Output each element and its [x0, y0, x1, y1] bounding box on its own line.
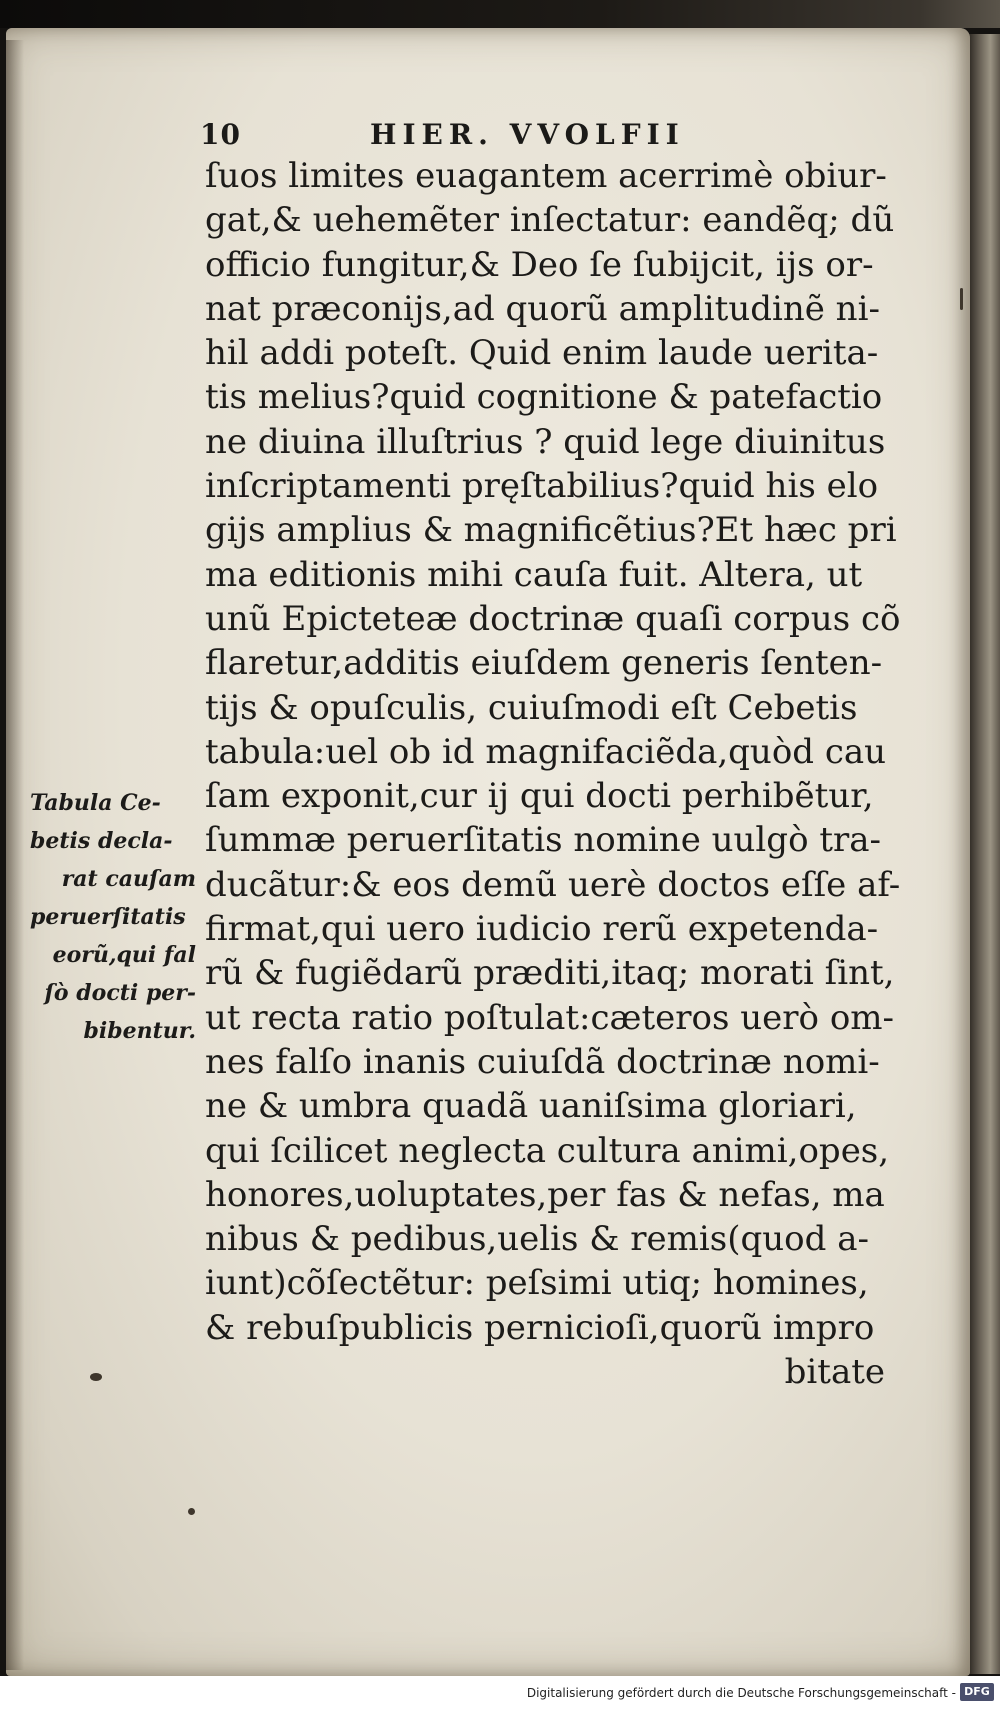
running-head — [200, 118, 770, 158]
catchword: bitate — [784, 1352, 885, 1393]
text-line: unũ Epicteteæ doctrinæ quaſi corpus cõ — [205, 598, 901, 639]
text-line: inſcriptamenti pręſtabilius?quid his elo — [205, 466, 879, 507]
text-line: ſummæ peruerſitatis nomine uulgò tra- — [205, 820, 882, 861]
text-line: tis melius?quid cognitione & patefactio — [205, 377, 883, 418]
running-title: HIER. VVOLFII — [370, 118, 685, 151]
marginal-note-line: bibentur. — [83, 1018, 196, 1044]
text-line: ut recta ratio poſtulat:cæteros uerò om- — [205, 997, 895, 1038]
text-line: iunt)cõſectẽtur: peſsimi utiq; homines, — [205, 1263, 869, 1304]
page-gutter-shadow — [6, 40, 24, 1670]
text-line: nibus & pedibus,uelis & remis(quod a- — [205, 1219, 869, 1260]
paper-speck — [960, 288, 963, 310]
marginal-note-line: ſò docti per- — [44, 980, 196, 1006]
text-line: firmat,qui uero iudicio rerũ expetenda- — [205, 909, 879, 950]
text-line: & rebuſpublicis pernicioſi,quorũ impro — [205, 1307, 875, 1348]
marginal-note-line: betis decla- — [30, 828, 173, 854]
text-line: rũ & fugiẽdarũ præditi,itaq; morati ſint, — [205, 953, 895, 994]
main-text-block — [205, 154, 901, 1394]
text-line: officio fungitur,& Deo ſe ſubijcit, ijs or- — [205, 244, 874, 285]
text-line: nat præconijs,ad quorũ amplitudinẽ ni- — [205, 288, 880, 329]
footer-bar — [0, 1676, 1000, 1713]
page-edge-right — [968, 34, 1000, 1674]
text-line: honores,uoluptates,per fas & nefas, ma — [205, 1174, 885, 1215]
marginal-note-line: rat cauſam — [61, 866, 196, 892]
text-line: ne diuina illuſtrius ? quid lege diuinitus — [205, 421, 886, 462]
text-line: qui ſcilicet neglecta cultura animi,opes, — [205, 1130, 890, 1171]
text-line: nes falſo inanis cuiuſdã doctrinæ nomi- — [205, 1041, 880, 1082]
text-line: ſam exponit,cur ij qui docti perhibẽtur, — [205, 776, 874, 817]
text-line: ne & umbra quadã uaniſsima gloriari, — [205, 1086, 857, 1127]
text-line: tijs & opuſculis, cuiuſmodi eſt Cebetis — [205, 687, 858, 728]
text-line: flaretur,additis eiuſdem generis ſenten- — [205, 643, 883, 684]
text-line: ducãtur:& eos demũ uerè doctos eſſe af- — [205, 864, 901, 905]
paper-speck — [188, 1508, 195, 1515]
funding-credit: Digitalisierung gefördert durch die Deutsche Forschungsgemeinschaft - — [526, 1686, 956, 1700]
text-line: gat,& uehemẽter inſectatur: eandẽq; dũ — [205, 200, 895, 241]
text-line: gijs amplius & magnificẽtius?Et hæc pri — [205, 510, 897, 551]
text-line: tabula:uel ob id magnifaciẽda,quòd cau — [205, 731, 887, 772]
marginal-note — [30, 784, 200, 1050]
dfg-logo: DFG — [960, 1683, 994, 1701]
marginal-note-line: eorũ,qui fal — [52, 942, 196, 968]
text-line: ſuos limites euagantem acerrimè obiur- — [205, 156, 887, 196]
text-line: ma editionis mihi cauſa fuit. Altera, ut — [205, 554, 863, 595]
top-binding-edge — [0, 0, 1000, 28]
page-number: 10 — [200, 118, 241, 151]
text-line: hil addi poteſt. Quid enim laude uerita- — [205, 333, 879, 374]
marginal-note-line: peruerſitatis — [30, 904, 186, 930]
marginal-note-line: Tabula Ce- — [30, 790, 161, 816]
paper-speck — [90, 1373, 102, 1381]
